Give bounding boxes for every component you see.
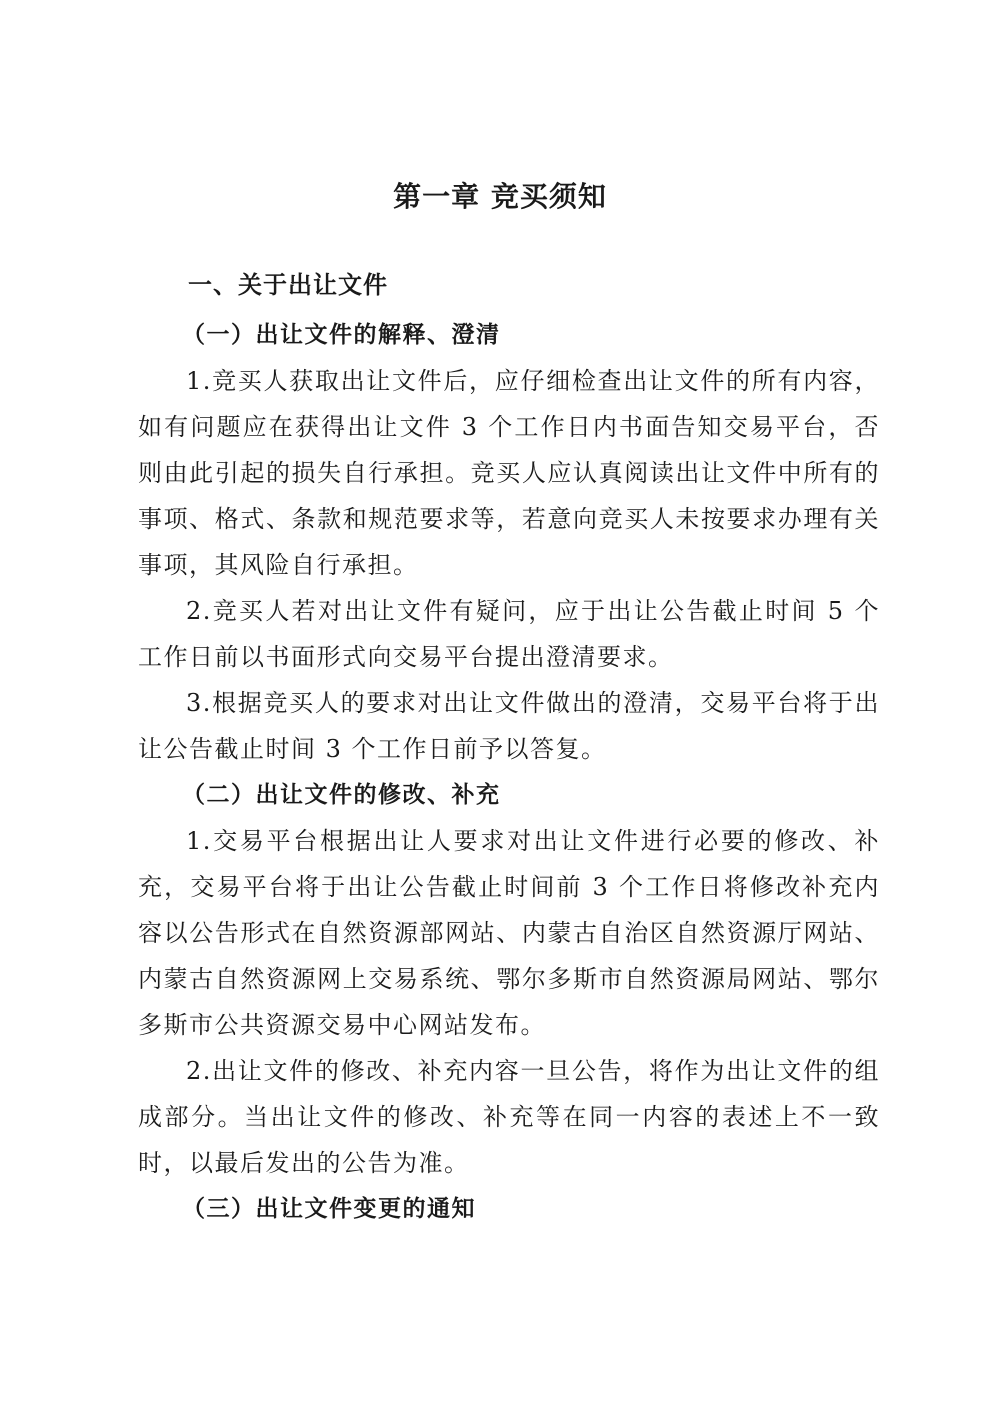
paragraph-1-1: 1.竞买人获取出让文件后，应仔细检查出让文件的所有内容，如有问题应在获得出让文件 3 个工作日内书面告知交易平台，否则由此引起的损失自行承担。竞买人应认真阅读出让文件中所有的事项、格式、条款和规范要求等，若意向竞买人未按要求办理有关事项，其风险自行承担。 [138, 367, 880, 579]
paragraph-1-2: 2.竞买人若对出让文件有疑问，应于出让公告截止时间 5 个工作日前以书面形式向交易平台提出澄清要求。 [138, 597, 880, 671]
subsection-heading-2: （二）出让文件的修改、补充 [182, 781, 501, 808]
section-heading: 一、关于出让文件 [188, 271, 388, 299]
document-body [138, 260, 880, 1232]
subsection-heading-1: （一）出让文件的解释、澄清 [182, 321, 501, 348]
paragraph-1-3: 3.根据竞买人的要求对出让文件做出的澄清，交易平台将于出让公告截止时间 3 个工作日前予以答复。 [138, 689, 880, 763]
subsection-heading-3: （三）出让文件变更的通知 [182, 1195, 476, 1222]
paragraph-2-2: 2.出让文件的修改、补充内容一旦公告，将作为出让文件的组成部分。当出让文件的修改、补充等在同一内容的表述上不一致时，以最后发出的公告为准。 [138, 1057, 880, 1177]
chapter-title: 第一章 竞买须知 [393, 180, 607, 213]
paragraph-2-1: 1.交易平台根据出让人要求对出让文件进行必要的修改、补充，交易平台将于出让公告截止时间前 3 个工作日将修改补充内容以公告形式在自然资源部网站、内蒙古自治区自然资源厅网站、内蒙古自然资源网上交易系统、鄂尔多斯市自然资源局网站、鄂尔多斯市公共资源交易中心网站发布。 [138, 827, 880, 1039]
